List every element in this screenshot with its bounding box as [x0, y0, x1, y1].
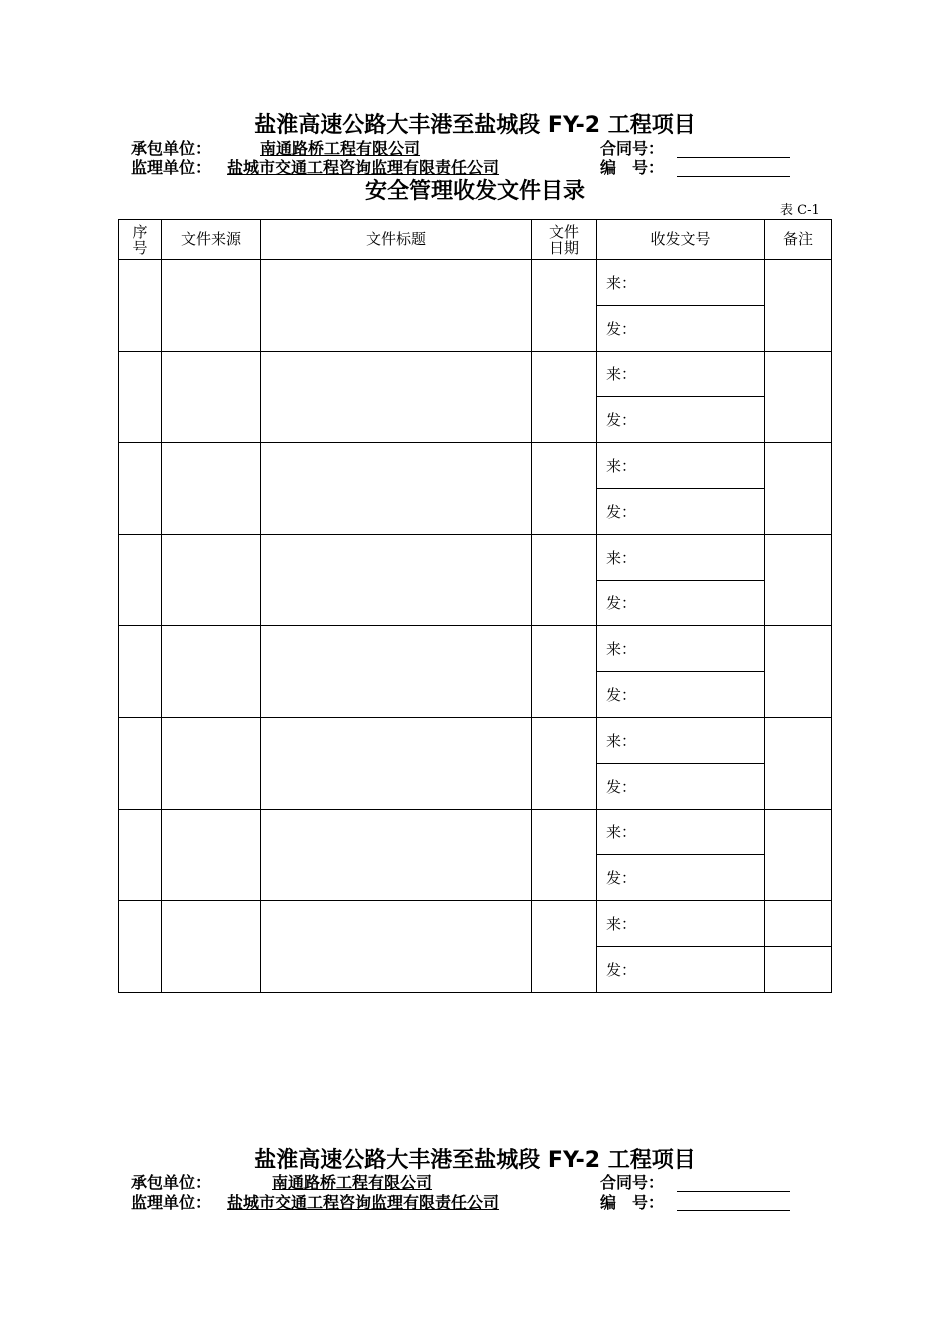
incoming-docno-cell: 来： [597, 534, 765, 580]
source-cell [162, 351, 261, 443]
contractor-label: 承包单位： [131, 139, 212, 158]
date-cell [532, 260, 597, 352]
title-cell [261, 809, 532, 901]
remark-cell [765, 946, 832, 992]
date-cell [532, 443, 597, 535]
title-cell [261, 443, 532, 535]
source-cell [162, 443, 261, 535]
title-cell [261, 717, 532, 809]
remark-cell [765, 443, 832, 535]
col-docno: 收发文号 [597, 220, 765, 260]
seq-cell [119, 809, 162, 901]
contract-no-label: 合同号： [600, 139, 665, 158]
contractor-value: 南通路桥工程有限公司 [260, 139, 421, 158]
document-title: 安全管理收发文件目录 [364, 179, 585, 204]
col-date: 文件日期 [532, 220, 597, 260]
seq-cell [119, 717, 162, 809]
table-row [119, 260, 832, 306]
table-row [119, 809, 832, 855]
remark-cell [765, 717, 832, 809]
contract-no-line-2 [677, 1191, 790, 1192]
source-cell [162, 717, 261, 809]
title-cell [261, 626, 532, 718]
seq-cell [119, 260, 162, 352]
date-cell [532, 351, 597, 443]
incoming-docno-cell: 来： [597, 901, 765, 947]
remark-cell [765, 260, 832, 352]
project-title-2: 盐淮高速公路大丰港至盐城段 FY-2 工程项目 [254, 1148, 696, 1173]
incoming-docno-cell: 来： [597, 717, 765, 763]
remark-cell [765, 351, 832, 443]
col-seq: 序号 [119, 220, 162, 260]
outgoing-docno-cell: 发： [597, 305, 765, 351]
outgoing-docno-cell: 发： [597, 855, 765, 901]
remark-cell [765, 534, 832, 626]
supervisor-label-2: 监理单位： [131, 1193, 212, 1212]
outgoing-docno-cell: 发： [597, 763, 765, 809]
contract-no-line [677, 157, 790, 158]
source-cell [162, 626, 261, 718]
outgoing-docno-cell: 发： [597, 580, 765, 626]
outgoing-docno-cell: 发： [597, 946, 765, 992]
outgoing-docno-cell: 发： [597, 672, 765, 718]
date-cell [532, 901, 597, 993]
incoming-docno-cell: 来： [597, 260, 765, 306]
date-cell [532, 626, 597, 718]
source-cell [162, 901, 261, 993]
col-remark: 备注 [765, 220, 832, 260]
contract-no-label-2: 合同号： [600, 1173, 665, 1192]
seq-cell [119, 626, 162, 718]
supervisor-value-2: 盐城市交通工程咨询监理有限责任公司 [227, 1193, 500, 1212]
serial-no-label-2: 编 号： [600, 1193, 665, 1212]
incoming-docno-cell: 来： [597, 626, 765, 672]
supervisor-label: 监理单位： [131, 158, 212, 177]
table-header-row [119, 220, 832, 260]
title-cell [261, 534, 532, 626]
table-row [119, 534, 832, 580]
remark-cell [765, 809, 832, 901]
serial-no-label: 编 号： [600, 158, 665, 177]
incoming-docno-cell: 来： [597, 351, 765, 397]
source-cell [162, 809, 261, 901]
source-cell [162, 534, 261, 626]
contractor-value-2: 南通路桥工程有限公司 [272, 1173, 433, 1192]
table-row [119, 626, 832, 672]
remark-cell [765, 626, 832, 718]
incoming-docno-cell: 来： [597, 809, 765, 855]
date-cell [532, 717, 597, 809]
date-cell [532, 534, 597, 626]
supervisor-value: 盐城市交通工程咨询监理有限责任公司 [227, 158, 500, 177]
outgoing-docno-cell: 发： [597, 397, 765, 443]
source-cell [162, 260, 261, 352]
col-title: 文件标题 [261, 220, 532, 260]
contractor-label-2: 承包单位： [131, 1173, 212, 1192]
seq-cell [119, 351, 162, 443]
outgoing-docno-cell: 发： [597, 488, 765, 534]
title-cell [261, 260, 532, 352]
seq-cell [119, 901, 162, 993]
col-source: 文件来源 [162, 220, 261, 260]
seq-cell [119, 443, 162, 535]
date-cell [532, 809, 597, 901]
table-row [119, 443, 832, 489]
table-row [119, 717, 832, 763]
table-row [119, 351, 832, 397]
incoming-docno-cell: 来： [597, 443, 765, 489]
title-cell [261, 901, 532, 993]
remark-cell [765, 901, 832, 947]
file-log-table [118, 219, 832, 993]
serial-no-line-2 [677, 1210, 790, 1211]
project-title: 盐淮高速公路大丰港至盐城段 FY-2 工程项目 [254, 113, 696, 138]
title-cell [261, 351, 532, 443]
table-row [119, 901, 832, 947]
seq-cell [119, 534, 162, 626]
form-code: 表 C-1 [780, 203, 820, 218]
serial-no-line [677, 176, 790, 177]
